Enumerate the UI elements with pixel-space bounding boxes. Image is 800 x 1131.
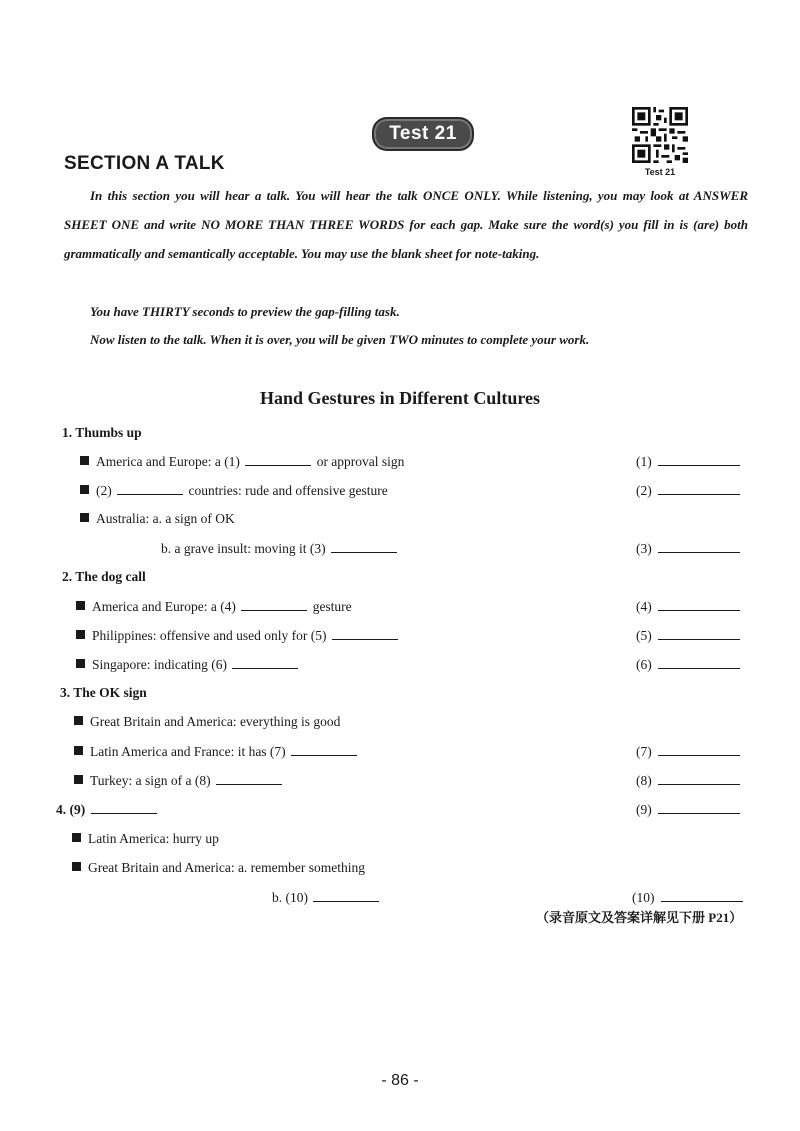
gap-8 (216, 772, 282, 785)
qr-code (632, 107, 688, 163)
qr-label: Test 21 (644, 167, 676, 177)
answer-line-5[interactable]: (5) (636, 627, 740, 644)
bullet-square-icon (74, 746, 83, 755)
outline-item-3: Australia: a. a sign of OK (80, 511, 235, 527)
outline-item-11: Great Britain and America: a. remember something (72, 860, 365, 876)
answer-line-8[interactable]: (8) (636, 772, 740, 789)
answer-line-10[interactable]: (10) (632, 889, 743, 906)
gap-1 (245, 453, 311, 466)
bullet-square-icon (72, 833, 81, 842)
preview-instruction: You have THIRTY seconds to preview the gap-filling task. (90, 304, 400, 319)
gap-3 (331, 540, 397, 553)
outline-item-7: Great Britain and America: everything is good (74, 714, 340, 730)
bullet-square-icon (80, 513, 89, 522)
outline-item-2: (2) countries: rude and offensive gesture (80, 482, 388, 499)
answer-reference-note: （录音原文及答案详解见下册 P21） (536, 910, 743, 925)
outline-item-9: Turkey: a sign of a (8) (74, 772, 284, 789)
listen-instruction: Now listen to the talk. When it is over, you will be given TWO minutes to complete your work. (90, 332, 590, 347)
bullet-square-icon (72, 862, 81, 871)
answer-line-9[interactable]: (9) (636, 801, 740, 818)
outline-section-1: 1. Thumbs up (62, 425, 142, 440)
answer-line-4[interactable]: (4) (636, 598, 740, 615)
outline-item-6: Singapore: indicating (6) (76, 656, 300, 673)
bullet-square-icon (80, 485, 89, 494)
gap-5 (332, 627, 398, 640)
outline-heading: Hand Gestures in Different Cultures (259, 388, 540, 408)
outline-item-3b: b. a grave insult: moving it (3) (161, 540, 399, 557)
bullet-square-icon (76, 601, 85, 610)
bullet-square-icon (74, 716, 83, 725)
instructions (64, 181, 748, 268)
test-badge: Test 21 (372, 117, 474, 151)
section-title: SECTION A TALK (64, 153, 225, 174)
gap-9 (91, 801, 157, 814)
outline-section-2: 2. The dog call (62, 569, 146, 584)
gap-4 (241, 598, 307, 611)
answer-line-2[interactable]: (2) (636, 482, 740, 499)
outline-item-5: Philippines: offensive and used only for (5) (76, 627, 400, 644)
outline-section-3: 3. The OK sign (60, 685, 147, 700)
answer-line-6[interactable]: (6) (636, 656, 740, 673)
gap-7 (291, 743, 357, 756)
outline-section-4: 4. (9) (56, 801, 159, 818)
answer-line-3[interactable]: (3) (636, 540, 740, 557)
outline-item-1: America and Europe: a (1) or approval sign (80, 453, 404, 470)
outline-item-10: Latin America: hurry up (72, 831, 219, 847)
gap-2 (117, 482, 183, 495)
gap-10 (313, 889, 379, 902)
bullet-square-icon (74, 775, 83, 784)
instructions-paragraph: In this section you will hear a talk. You will hear the talk ONCE ONLY. While listening, you may look at ANSWER SHEET ONE and write NO MORE THAN THREE WORDS for each gap. Make sure the word(s) you fill in is (are) both grammatically and semantically acceptable. You may use the blank sheet for note-taking. (64, 188, 748, 261)
bullet-square-icon (76, 630, 85, 639)
answer-line-7[interactable]: (7) (636, 743, 740, 760)
page-number: - 86 - (381, 1072, 419, 1089)
gap-6 (232, 656, 298, 669)
outline-item-8: Latin America and France: it has (7) (74, 743, 359, 760)
answer-line-1[interactable]: (1) (636, 453, 740, 470)
outline-item-4: America and Europe: a (4) gesture (76, 598, 352, 615)
bullet-square-icon (80, 456, 89, 465)
outline-item-11b: b. (10) (272, 889, 381, 906)
bullet-square-icon (76, 659, 85, 668)
